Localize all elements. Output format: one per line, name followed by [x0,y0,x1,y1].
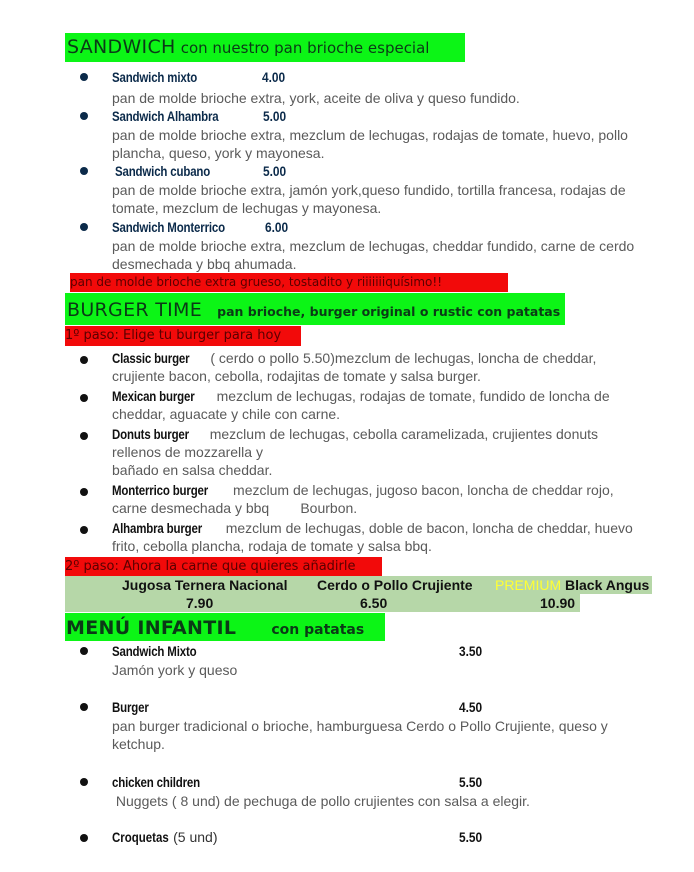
kids-item-croquetas [112,829,217,845]
item-description: pan de molde brioche extra, jamón york,queso fundido, tortilla francesa, rodajas de tomate, mezclum de lechugas y mayonesa. [112,182,626,216]
item-name: Monterrico burger [112,482,209,498]
item-description-cont: cheddar, aguacate y chile con carne. [112,406,341,422]
burger-item [112,387,657,423]
item-name: Sandwich Monterrico [112,219,225,235]
item-price: 6.00 [265,219,289,235]
item-name: Burger [112,699,149,715]
bullet-icon [80,73,88,81]
item-name: Croquetas [112,829,169,845]
meat-option-black-angus: PREMIUM Black Angus [495,577,650,593]
item-description: pan de molde brioche extra, york, aceite de oliva y queso fundido. [112,90,520,106]
meat-price-ternera: 7.90 [186,595,214,611]
item-price: 5.50 [459,829,483,845]
item-name: Sandwich Alhambra [112,108,219,124]
item-name: Sandwich mixto [112,69,198,85]
sandwich-section-header [65,33,465,62]
kids-section-title: MENÚ INFANTIL [66,617,237,639]
sandwich-section-subtitle: con nuestro pan brioche especial [180,39,430,57]
burger-step2: 2º paso: Ahora la carne que quieres añadirle [65,557,382,576]
bullet-icon [80,526,88,534]
item-description: mezclum de lechugas, cebolla caramelizada, crujientes donuts [205,426,599,442]
item-description: pan de molde brioche extra, mezclum de lechugas, cheddar fundido, carne de cerdo desmechada y bbq ahumada. [112,238,635,272]
bullet-icon [80,394,88,402]
kids-section-header [65,613,385,641]
meat-table-price-row [65,594,580,612]
bullet-icon [80,432,88,440]
burger-item [112,481,657,517]
meat-price-black-angus: 10.90 [540,595,576,611]
item-price: 4.50 [459,699,483,715]
burger-section-header [65,293,565,325]
meat-option-cerdo-pollo: Cerdo o Pollo Crujiente [317,577,473,593]
bullet-icon [80,834,88,842]
item-name: Sandwich cubano [115,163,211,179]
item-description: mezclum de lechugas, rodajas de tomate, fundido de loncha de [212,388,610,404]
item-price: 3.50 [459,643,483,659]
item-description-cont: bañado en salsa cheddar. [112,462,273,478]
bullet-icon [80,167,88,175]
meat-table-header-row [65,576,652,594]
burger-section-subtitle: pan brioche, burger original o rustic con patatas [217,304,561,319]
bullet-icon [80,647,88,655]
item-name: Classic burger [112,350,190,366]
item-name: Alhambra burger [112,520,203,536]
item-name: chicken children [112,774,200,790]
burger-item [112,425,657,479]
item-description-cont: frito, cebolla plancha, rodaja de tomate y salsa bbq. [112,538,432,554]
item-description: pan de molde brioche extra, mezclum de lechugas, rodajas de tomate, huevo, pollo plancha, queso, york y mayonesa. [112,127,628,161]
item-name: Donuts burger [112,426,189,442]
item-name: Sandwich Mixto [112,643,197,659]
item-description: Jamón york y queso [112,662,238,678]
item-name: Mexican burger [112,388,195,404]
item-price: 5.50 [459,774,483,790]
sandwich-note: pan de molde brioche extra grueso, tostadito y riiiiiiiquísimo!! [70,273,508,292]
item-description: Nuggets ( 8 und) de pechuga de pollo crujientes con salsa a elegir. [112,793,530,809]
burger-section-title: BURGER TIME [67,299,203,321]
bullet-icon [80,356,88,364]
item-price: 4.00 [262,69,286,85]
kids-section-subtitle: con patatas [271,622,365,638]
bullet-icon [80,223,88,231]
bullet-icon [80,703,88,711]
item-extra: (5 und) [169,829,218,845]
item-price: 5.00 [263,163,287,179]
item-description-cont: carne desmechada y bbq Bourbon. [112,500,358,516]
burger-item [112,349,657,385]
item-description-cont: rellenos de mozzarella y [112,444,263,460]
burger-item [112,519,657,555]
item-description: pan burger tradicional o brioche, hamburguesa Cerdo o Pollo Crujiente, queso y ketchup. [112,718,608,752]
item-description: ( cerdo o pollo 5.50)mezclum de lechugas, loncha de cheddar, [206,350,597,366]
item-description-cont: crujiente bacon, cebolla, rodajitas de tomate y salsa burger. [112,368,481,384]
bullet-icon [80,112,88,120]
item-price: 5.00 [263,108,287,124]
meat-price-cerdo-pollo: 6.50 [360,595,388,611]
item-description: mezclum de lechugas, jugoso bacon, loncha de cheddar rojo, [229,482,614,498]
bullet-icon [80,778,88,786]
bullet-icon [80,488,88,496]
item-description: mezclum de lechugas, doble de bacon, loncha de cheddar, huevo [221,520,633,536]
meat-option-ternera: Jugosa Ternera Nacional [122,577,288,593]
burger-step1: 1º paso: Elige tu burger para hoy [65,326,301,346]
sandwich-section-title: SANDWICH [67,36,176,58]
premium-label: PREMIUM [495,577,562,593]
